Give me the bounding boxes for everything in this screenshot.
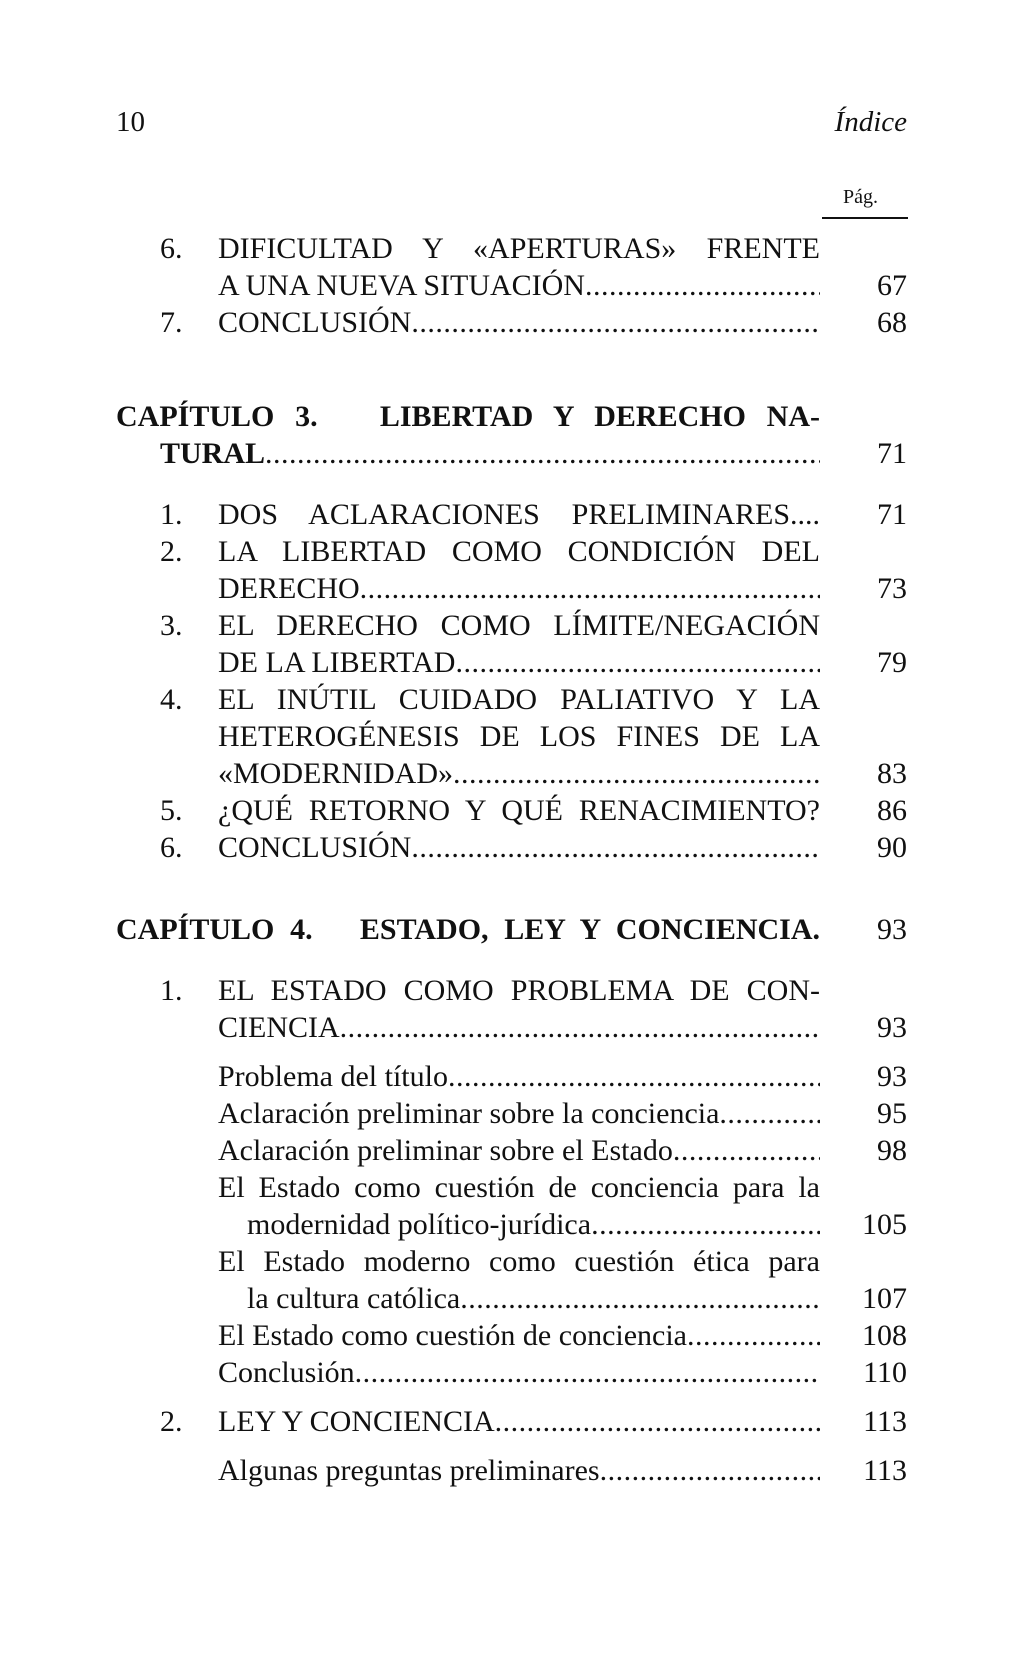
entry-page-number: 90 <box>877 831 907 864</box>
dot-leader <box>600 1452 820 1489</box>
dot-leader <box>673 1132 820 1169</box>
chapter-entry <box>0 398 1024 472</box>
entry-title: DIFICULTAD Y «APERTURAS» FRENTE <box>218 232 820 265</box>
subentry-title: Aclaración preliminar sobre el Estado <box>218 1134 673 1167</box>
dot-leader <box>719 1095 820 1132</box>
toc-entry <box>0 304 1024 341</box>
toc-entry <box>0 681 1024 792</box>
entry-page-number: 113 <box>863 1405 907 1438</box>
chapter-page-number: 71 <box>877 437 907 470</box>
entry-title: EL INÚTIL CUIDADO PALIATIVO Y LA <box>218 683 820 716</box>
toc-subentry <box>0 1354 1024 1391</box>
dot-leader <box>455 644 820 681</box>
chapter-title: CAPÍTULO 3. LIBERTAD Y DERECHO NA- <box>116 400 820 433</box>
subentry-title: Algunas preguntas preliminares <box>218 1454 600 1487</box>
entry-title: ¿QUÉ RETORNO Y QUÉ RENACIMIENTO? <box>218 794 820 827</box>
page-number: 10 <box>116 106 145 138</box>
subentry-title-continued: la cultura católica <box>247 1282 461 1315</box>
toc-subentry <box>0 1169 1024 1243</box>
dot-leader <box>355 1354 820 1391</box>
entry-title-continued: DE LA LIBERTAD <box>218 646 456 679</box>
dot-leader <box>495 1403 820 1440</box>
toc-entry <box>0 230 1024 304</box>
entry-page-number: 93 <box>877 1011 907 1044</box>
entry-number: 3. <box>160 609 183 642</box>
chapter-page-number: 93 <box>877 913 907 946</box>
entry-page-number: 71 <box>877 498 907 531</box>
subentry-title-continued: modernidad político-jurídica <box>247 1208 592 1241</box>
subentry-page-number: 105 <box>862 1208 907 1241</box>
dot-leader <box>411 304 820 341</box>
subentry-title: Problema del título <box>218 1060 448 1093</box>
subentry-page-number: 110 <box>863 1356 907 1389</box>
toc-entry <box>0 972 1024 1046</box>
toc-subentry <box>0 1095 1024 1132</box>
toc-entry <box>0 533 1024 607</box>
subentry-page-number: 98 <box>877 1134 907 1167</box>
entry-number: 4. <box>160 683 183 716</box>
subentry-title: Aclaración preliminar sobre la conciencia <box>218 1097 720 1130</box>
entry-number: 2. <box>160 1405 183 1438</box>
dot-leader <box>448 1058 820 1095</box>
dot-leader <box>411 829 820 866</box>
dot-leader <box>687 1317 820 1354</box>
entry-title-continued: HETEROGÉNESIS DE LOS FINES DE LA <box>218 720 820 753</box>
dot-leader <box>453 755 820 792</box>
entry-title-continued: DERECHO <box>218 572 360 605</box>
entry-title: DOS ACLARACIONES PRELIMINARES.... <box>218 498 820 531</box>
chapter-title-continued: TURAL <box>160 437 266 470</box>
entry-page-number: 79 <box>877 646 907 679</box>
table-of-contents <box>0 230 1024 1489</box>
toc-subentry <box>0 1132 1024 1169</box>
subentry-title: El Estado como cuestión de conciencia <box>218 1319 687 1352</box>
running-head: Índice <box>834 106 907 138</box>
dot-leader <box>360 570 820 607</box>
toc-subentry <box>0 1452 1024 1489</box>
entry-number: 5. <box>160 794 183 827</box>
entry-page-number: 73 <box>877 572 907 605</box>
toc-entry <box>0 792 1024 829</box>
entry-title: LEY Y CONCIENCIA <box>218 1405 495 1438</box>
entry-number: 6. <box>160 232 183 265</box>
entry-number: 6. <box>160 831 183 864</box>
toc-entry <box>0 1403 1024 1440</box>
entry-title: EL ESTADO COMO PROBLEMA DE CON- <box>218 974 820 1007</box>
entry-number: 1. <box>160 498 183 531</box>
entry-number: 1. <box>160 974 183 1007</box>
entry-page-number: 68 <box>877 306 907 339</box>
entry-title-continued: A UNA NUEVA SITUACIÓN <box>218 269 585 302</box>
subentry-page-number: 108 <box>862 1319 907 1352</box>
toc-entry <box>0 829 1024 866</box>
entry-title-continued: «MODERNIDAD» <box>218 757 453 790</box>
toc-entry <box>0 607 1024 681</box>
dot-leader <box>585 267 820 304</box>
toc-subentry <box>0 1243 1024 1317</box>
entry-page-number: 67 <box>877 269 907 302</box>
dot-leader <box>340 1009 820 1046</box>
entry-title: CONCLUSIÓN <box>218 831 412 864</box>
subentry-page-number: 93 <box>877 1060 907 1093</box>
entry-title-continued: CIENCIA <box>218 1011 340 1044</box>
dot-leader <box>460 1280 820 1317</box>
chapter-title: CAPÍTULO 4. ESTADO, LEY Y CONCIENCIA. <box>116 913 820 946</box>
subentry-page-number: 113 <box>863 1454 907 1487</box>
entry-title: EL DERECHO COMO LÍMITE/NEGACIÓN <box>218 609 820 642</box>
entry-page-number: 83 <box>877 757 907 790</box>
dot-leader <box>591 1206 820 1243</box>
chapter-entry <box>0 911 1024 948</box>
entry-number: 7. <box>160 306 183 339</box>
subentry-title: El Estado moderno como cuestión ética para <box>218 1245 820 1278</box>
subentry-page-number: 107 <box>862 1282 907 1315</box>
subentry-page-number: 95 <box>877 1097 907 1130</box>
toc-subentry <box>0 1058 1024 1095</box>
subentry-title: Conclusión <box>218 1356 355 1389</box>
page-column-label: Pág. <box>843 186 878 208</box>
subentry-title: El Estado como cuestión de conciencia para la <box>218 1171 820 1204</box>
entry-title: CONCLUSIÓN <box>218 306 412 339</box>
dot-leader <box>265 435 820 472</box>
entry-number: 2. <box>160 535 183 568</box>
toc-entry <box>0 496 1024 533</box>
entry-page-number: 86 <box>877 794 907 827</box>
entry-title: LA LIBERTAD COMO CONDICIÓN DEL <box>218 535 820 568</box>
toc-subentry <box>0 1317 1024 1354</box>
page-column-rule <box>822 217 908 219</box>
